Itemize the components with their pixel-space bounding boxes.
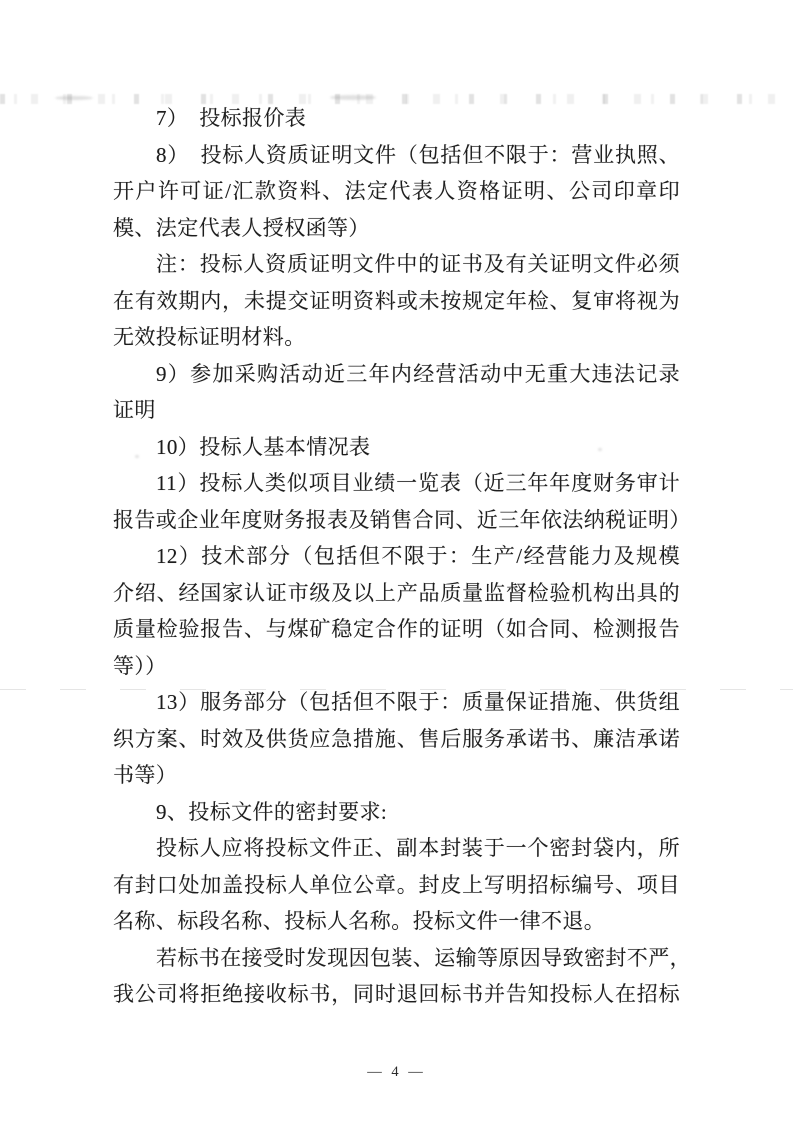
doc-line: 介绍、经国家认证市级及以上产品质量监督检验机构出具的 bbox=[113, 580, 680, 605]
document-body bbox=[113, 100, 691, 1013]
doc-line: 若标书在接受时发现因包装、运输等原因导致密封不严， bbox=[156, 945, 691, 970]
doc-line: 投标人应将投标文件正、副本封装于一个密封袋内，所 bbox=[156, 836, 680, 860]
doc-line: 9、投标文件的密封要求: bbox=[156, 799, 388, 824]
doc-line: 注：投标人资质证明文件中的证书及有关证明文件必须 bbox=[156, 252, 680, 276]
doc-line: 等）） bbox=[113, 653, 167, 678]
doc-line: 名称、标段名称、投标人名称。投标文件一律不退。 bbox=[113, 909, 606, 933]
doc-line: 有封口处加盖投标人单位公章。封皮上写明招标编号、项目 bbox=[113, 872, 680, 897]
doc-line: 无效投标证明材料。 bbox=[113, 325, 306, 349]
doc-line: 10）投标人基本情况表 bbox=[156, 434, 371, 459]
doc-line: 证明 bbox=[113, 398, 156, 422]
doc-line: 9）参加采购活动近三年内经营活动中无重大违法记录 bbox=[156, 361, 680, 386]
doc-line: 模、法定代表人授权函等） bbox=[113, 215, 370, 240]
scan-smudge bbox=[55, 96, 93, 100]
doc-line: 织方案、时效及供货应急措施、售后服务承诺书、廉洁承诺 bbox=[113, 726, 680, 751]
page-footer bbox=[0, 1064, 793, 1081]
doc-line: 书等） bbox=[113, 763, 178, 787]
doc-line: 11）投标人类似项目业绩一览表（近三年年度财务审计 bbox=[156, 471, 680, 495]
doc-line: 报告或企业年度财务报表及销售合同、近三年依法纳税证明） bbox=[113, 507, 691, 532]
page-number: — 4 — bbox=[367, 1064, 426, 1080]
doc-line: 质量检验报告、与煤矿稳定合作的证明（如合同、检测报告 bbox=[113, 617, 680, 641]
doc-line: 8） 投标人资质证明文件（包括但不限于：营业执照、 bbox=[156, 142, 680, 167]
doc-line: 在有效期内，未提交证明资料或未按规定年检、复审将视为 bbox=[113, 288, 680, 313]
doc-line: 12）技术部分（包括但不限于：生产/经营能力及规模 bbox=[156, 544, 680, 568]
doc-line: 我公司将拒绝接收标书，同时退回标书并告知投标人在招标 bbox=[113, 982, 680, 1006]
doc-line: 开户许可证/汇款资料、法定代表人资格证明、公司印章印 bbox=[113, 179, 680, 203]
doc-line: 13）服务部分（包括但不限于：质量保证措施、供货组 bbox=[156, 690, 680, 714]
doc-line: 7） 投标报价表 bbox=[156, 106, 307, 130]
